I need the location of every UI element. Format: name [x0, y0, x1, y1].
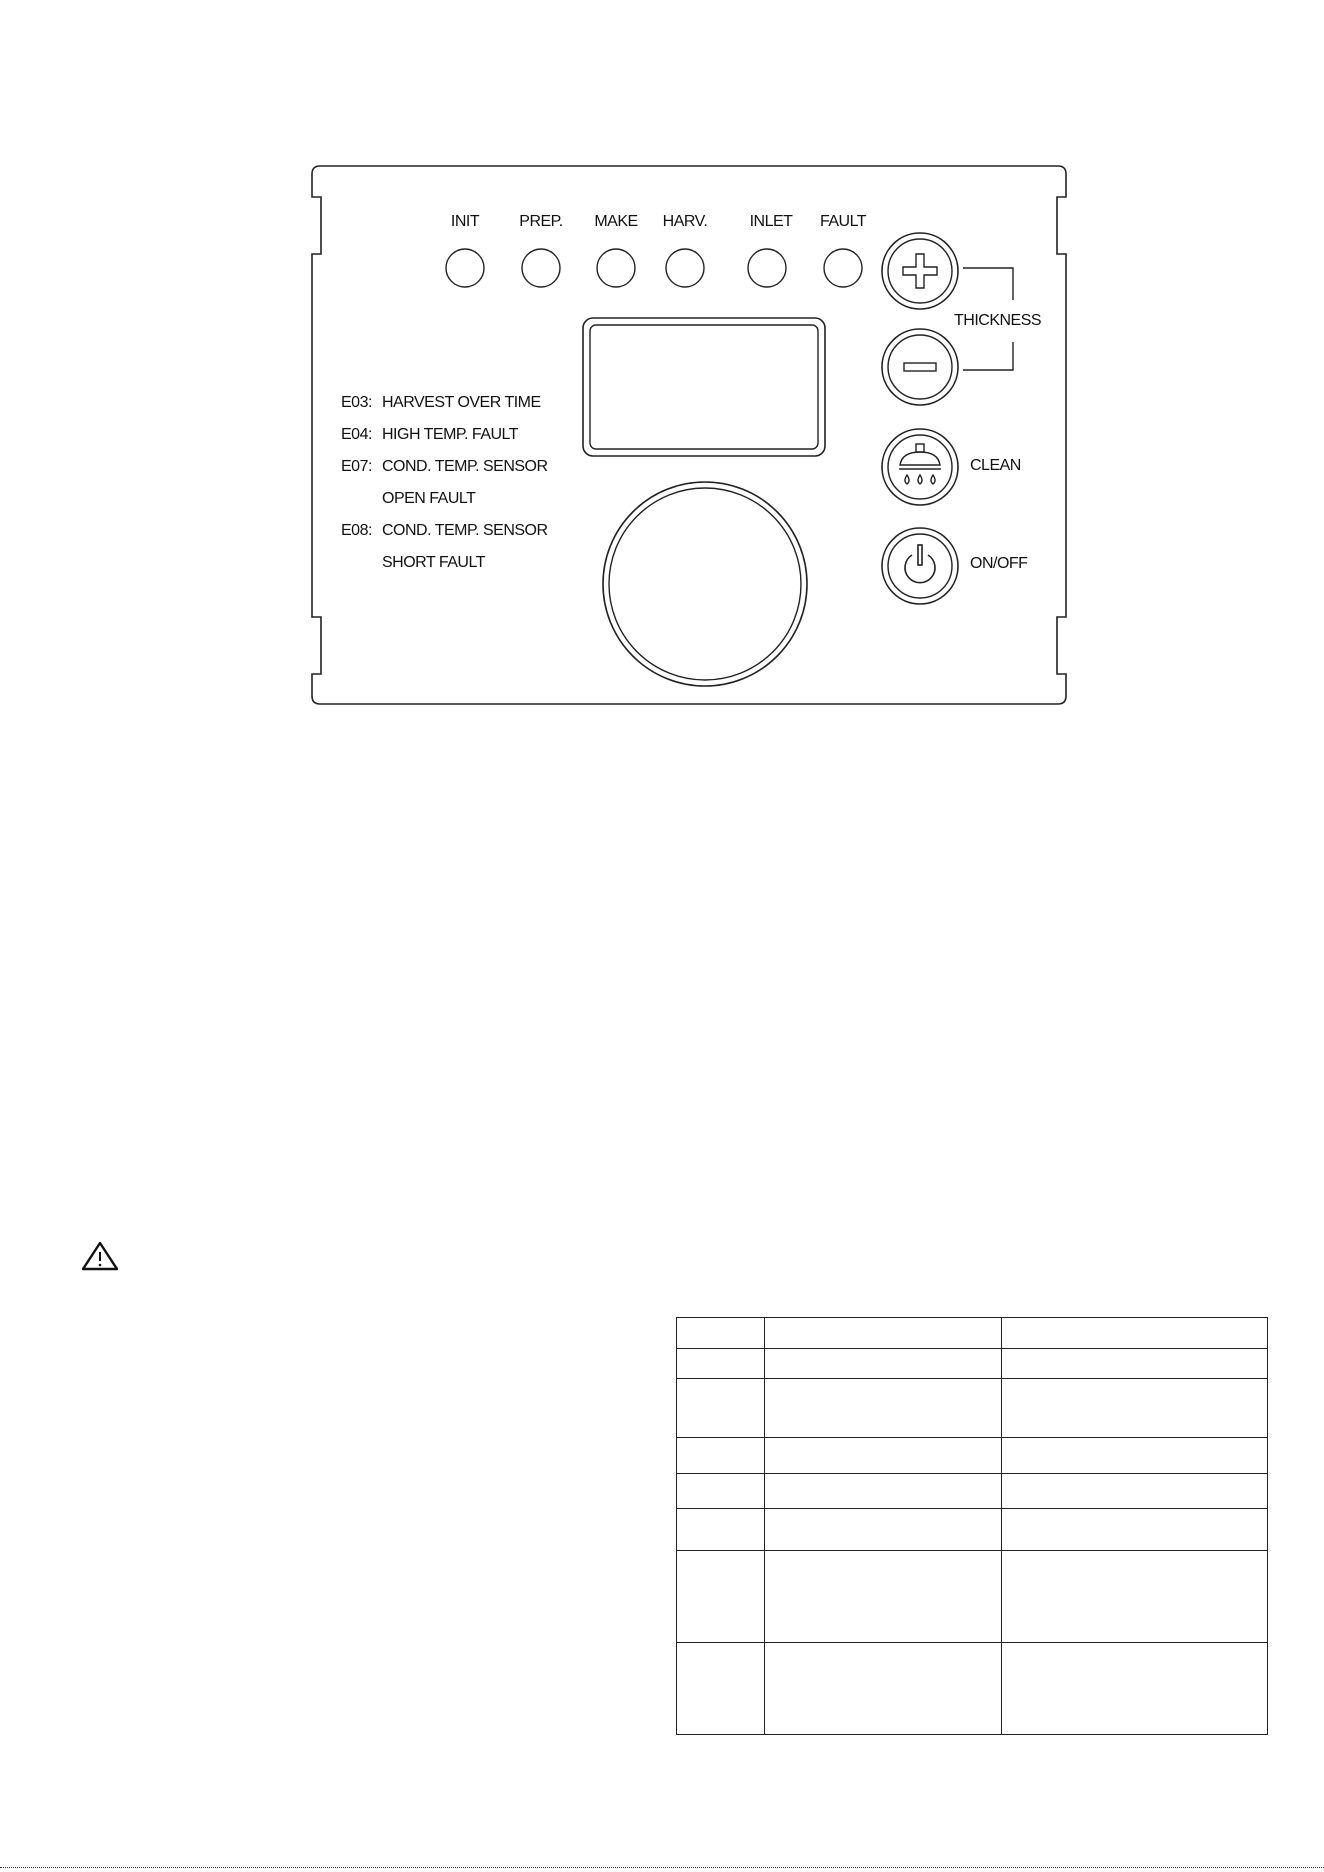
warning-triangle-icon: [80, 1240, 120, 1272]
minus-icon: [904, 363, 936, 371]
thickness-minus-button[interactable]: [882, 329, 958, 405]
table-cell: [677, 1379, 765, 1438]
table-row: [677, 1318, 1268, 1349]
table-cell: [765, 1551, 1002, 1643]
led-inlet: [748, 249, 786, 287]
table-cell: [677, 1318, 765, 1349]
led-label-fault: FAULT: [819, 213, 867, 230]
led-label-harv: HARV.: [662, 213, 708, 230]
fault-text: HARVEST OVER TIME: [382, 394, 541, 411]
display-window-inner: [590, 325, 818, 449]
table-cell: [1002, 1438, 1268, 1474]
table-cell: [765, 1474, 1002, 1509]
knob-outer: [603, 482, 807, 686]
led-label-make: MAKE: [594, 213, 638, 230]
led-make: [597, 249, 635, 287]
led-prep: [522, 249, 560, 287]
on-off-button[interactable]: [882, 528, 958, 604]
table-cell: [765, 1379, 1002, 1438]
table-row: [677, 1643, 1268, 1735]
led-label-prep: PREP.: [519, 213, 563, 230]
table-cell: [765, 1509, 1002, 1551]
table-cell: [1002, 1318, 1268, 1349]
table-cell: [677, 1509, 765, 1551]
led-label-inlet: INLET: [749, 213, 793, 230]
clean-label: CLEAN: [970, 457, 1021, 474]
fault-code: E03:: [341, 394, 372, 411]
table-cell: [677, 1349, 765, 1379]
table-row: [677, 1438, 1268, 1474]
table-cell: [765, 1643, 1002, 1735]
on-off-label: ON/OFF: [970, 555, 1028, 572]
plus-icon: [903, 254, 937, 288]
fault-text-continued: OPEN FAULT: [382, 490, 476, 507]
table-cell: [1002, 1379, 1268, 1438]
fault-text: HIGH TEMP. FAULT: [382, 426, 519, 443]
table-cell: [765, 1349, 1002, 1379]
led-label-init: INIT: [450, 213, 480, 230]
table-cell: [677, 1438, 765, 1474]
table-row: [677, 1379, 1268, 1438]
bottom-rule: [0, 1867, 1324, 1868]
fault-code: E08:: [341, 522, 372, 539]
led-fault: [824, 249, 862, 287]
table-row: [677, 1474, 1268, 1509]
control-panel-drawing: [0, 0, 1324, 720]
table-cell: [1002, 1349, 1268, 1379]
status-table: [676, 1317, 1268, 1735]
fault-text: COND. TEMP. SENSOR: [382, 458, 548, 475]
fault-code: E04:: [341, 426, 372, 443]
table-cell: [1002, 1643, 1268, 1735]
knob-inner: [609, 488, 801, 680]
table-cell: [677, 1551, 765, 1643]
table-cell: [677, 1643, 765, 1735]
clean-button[interactable]: [882, 429, 958, 505]
power-icon: [905, 545, 935, 583]
table-row: [677, 1509, 1268, 1551]
fault-text: COND. TEMP. SENSOR: [382, 522, 548, 539]
table-row: [677, 1349, 1268, 1379]
fault-text-continued: SHORT FAULT: [382, 554, 485, 571]
table-cell: [1002, 1509, 1268, 1551]
table-cell: [1002, 1551, 1268, 1643]
table-row: [677, 1551, 1268, 1643]
display-window-outer: [583, 318, 825, 456]
led-harv: [666, 249, 704, 287]
thickness-label: THICKNESS: [954, 312, 1042, 329]
table-cell: [765, 1438, 1002, 1474]
led-init: [446, 249, 484, 287]
table-cell: [677, 1474, 765, 1509]
table-cell: [1002, 1474, 1268, 1509]
thickness-plus-button[interactable]: [882, 233, 958, 309]
table-cell: [765, 1318, 1002, 1349]
fault-code: E07:: [341, 458, 372, 475]
shower-icon: [899, 444, 941, 484]
